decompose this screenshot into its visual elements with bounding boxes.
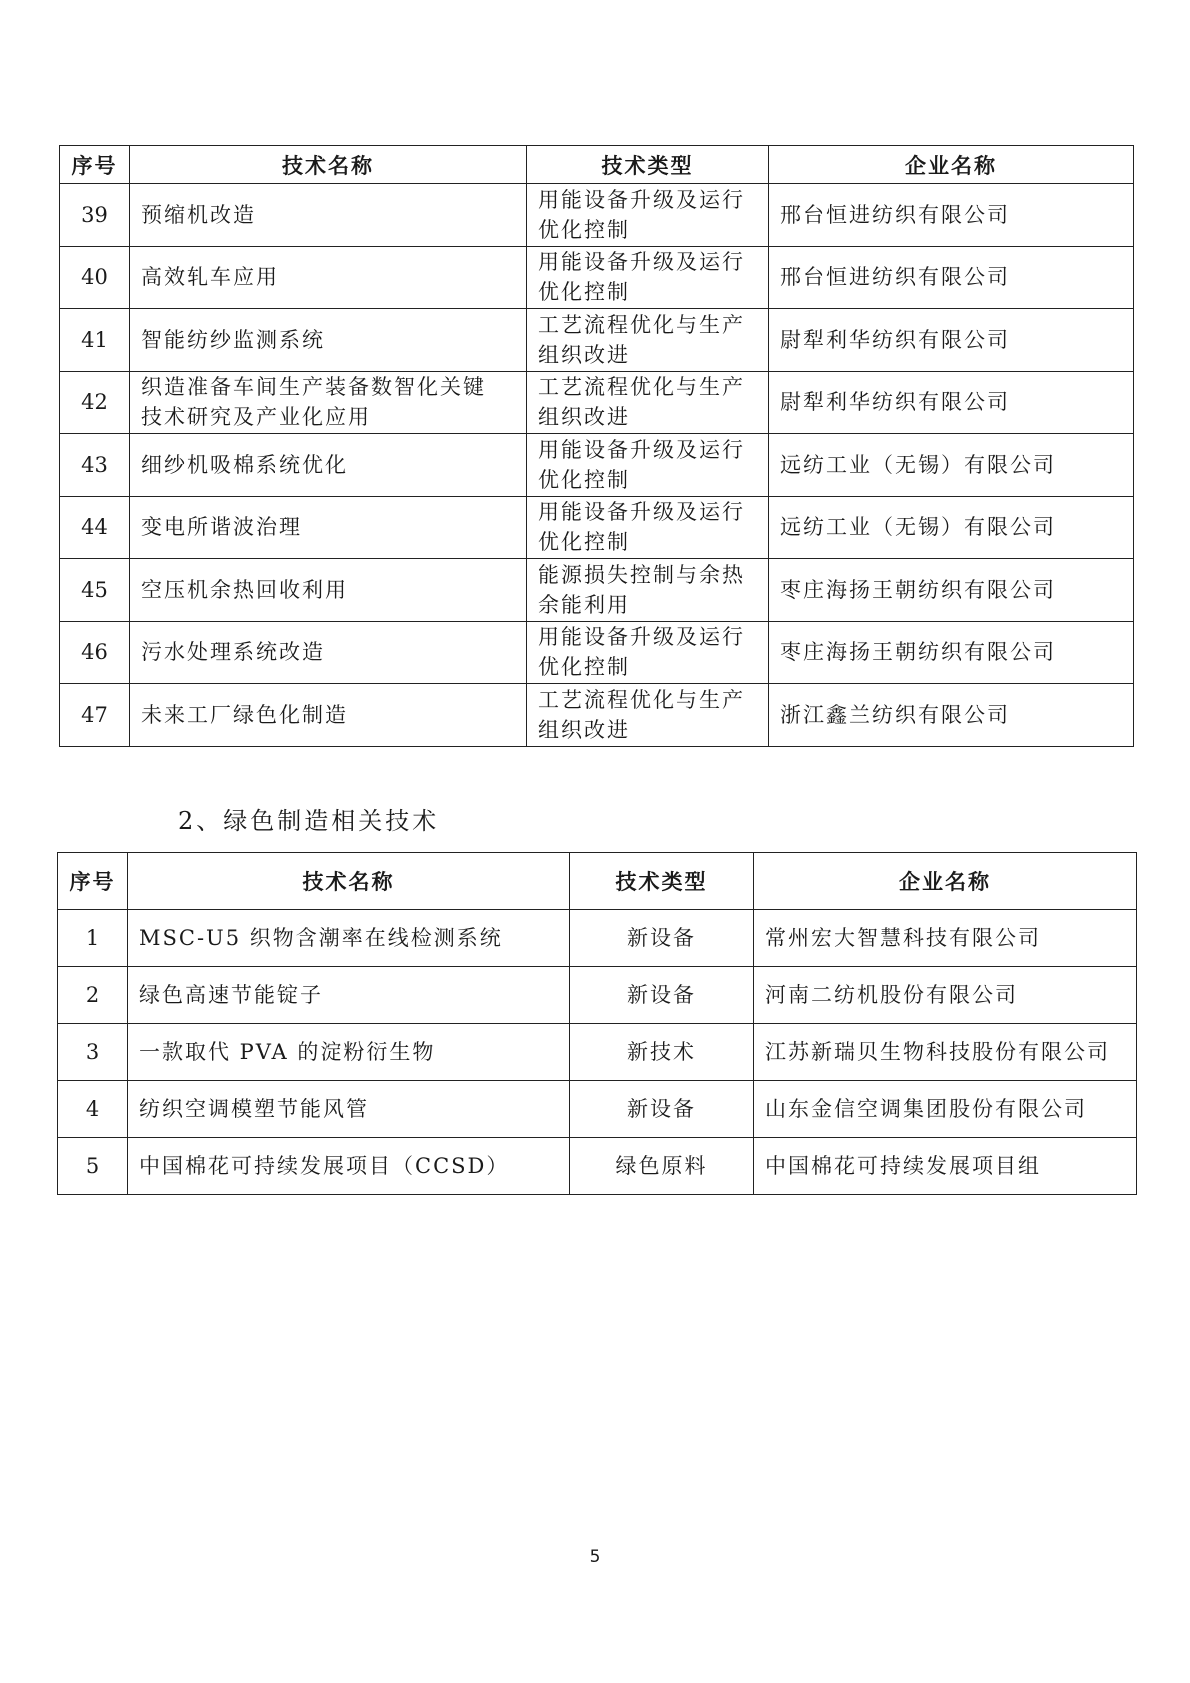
header-index: 序号 [60, 146, 130, 184]
row-index: 39 [60, 184, 130, 247]
cell-line: 用能设备升级及运行 [538, 500, 745, 525]
company-cell: 浙江鑫兰纺织有限公司 [769, 684, 1134, 747]
cell-line: 用能设备升级及运行 [538, 625, 745, 650]
cell-line: 织造准备车间生产装备数智化关键 [141, 375, 486, 400]
table-row [58, 910, 1137, 967]
cell-line: 未来工厂绿色化制造 [141, 702, 348, 727]
tech-type-cell: 新技术 [570, 1024, 754, 1081]
tech-name-cell: 绿色高速节能锭子 [128, 967, 570, 1024]
tech-type-cell [527, 246, 769, 309]
cell-line: 组织改进 [538, 405, 630, 430]
tech-type-cell [527, 184, 769, 247]
company-cell: 远纺工业（无锡）有限公司 [769, 434, 1134, 497]
cell-line: 用能设备升级及运行 [538, 187, 745, 212]
cell-line: 变电所谐波治理 [141, 515, 302, 540]
header-tech-type: 技术类型 [527, 146, 769, 184]
cell-line: 预缩机改造 [141, 202, 256, 227]
company-cell: 常州宏大智慧科技有限公司 [754, 910, 1137, 967]
row-index: 46 [60, 621, 130, 684]
tech-name-cell: 纺织空调模塑节能风管 [128, 1081, 570, 1138]
table-row [58, 1024, 1137, 1081]
table-row [58, 1138, 1137, 1195]
tech-type-cell: 绿色原料 [570, 1138, 754, 1195]
row-index: 41 [60, 309, 130, 372]
cell-line: 用能设备升级及运行 [538, 437, 745, 462]
cell-line: 优化控制 [538, 655, 630, 680]
tech-name-cell: MSC-U5 织物含潮率在线检测系统 [128, 910, 570, 967]
tech-name-cell [130, 184, 527, 247]
tech-type-cell [527, 434, 769, 497]
table-row [60, 621, 1134, 684]
tech-name-cell [130, 246, 527, 309]
table-row [60, 559, 1134, 622]
technology-table-energy [59, 145, 1134, 747]
cell-line: 优化控制 [538, 217, 630, 242]
cell-line: 高效轧车应用 [141, 265, 279, 290]
cell-line: 优化控制 [538, 280, 630, 305]
table-row [60, 246, 1134, 309]
tech-name-cell [130, 496, 527, 559]
cell-line: 工艺流程优化与生产 [538, 312, 745, 337]
row-index: 45 [60, 559, 130, 622]
company-cell: 河南二纺机股份有限公司 [754, 967, 1137, 1024]
tech-type-cell [527, 559, 769, 622]
tech-name-cell: 中国棉花可持续发展项目（CCSD） [128, 1138, 570, 1195]
cell-line: 组织改进 [538, 717, 630, 742]
tech-type-cell: 新设备 [570, 967, 754, 1024]
company-cell: 尉犁利华纺织有限公司 [769, 309, 1134, 372]
company-cell: 邢台恒进纺织有限公司 [769, 246, 1134, 309]
table-row [60, 496, 1134, 559]
cell-line: 智能纺纱监测系统 [141, 327, 325, 352]
cell-line: 余能利用 [538, 592, 630, 617]
tech-type-cell [527, 621, 769, 684]
tech-name-cell [130, 371, 527, 434]
row-index: 40 [60, 246, 130, 309]
table-row [58, 967, 1137, 1024]
row-index: 2 [58, 967, 128, 1024]
header-company: 企业名称 [769, 146, 1134, 184]
cell-line: 技术研究及产业化应用 [141, 405, 371, 430]
row-index: 44 [60, 496, 130, 559]
company-cell: 枣庄海扬王朝纺织有限公司 [769, 621, 1134, 684]
row-index: 5 [58, 1138, 128, 1195]
row-index: 47 [60, 684, 130, 747]
table-row [60, 684, 1134, 747]
table-row [58, 1081, 1137, 1138]
tech-type-cell [527, 684, 769, 747]
tech-type-cell [527, 309, 769, 372]
header-tech-name: 技术名称 [128, 853, 570, 910]
header-tech-name: 技术名称 [130, 146, 527, 184]
cell-line: 组织改进 [538, 342, 630, 367]
table-row [60, 434, 1134, 497]
company-cell: 江苏新瑞贝生物科技股份有限公司 [754, 1024, 1137, 1081]
section-heading: 2、绿色制造相关技术 [178, 807, 440, 835]
row-index: 43 [60, 434, 130, 497]
row-index: 1 [58, 910, 128, 967]
cell-line: 能源损失控制与余热 [538, 562, 745, 587]
tech-name-cell [130, 309, 527, 372]
tech-name-cell: 一款取代 PVA 的淀粉衍生物 [128, 1024, 570, 1081]
tech-type-cell: 新设备 [570, 910, 754, 967]
header-company: 企业名称 [754, 853, 1137, 910]
technology-table-green [57, 852, 1137, 1195]
tech-type-cell [527, 371, 769, 434]
cell-line: 工艺流程优化与生产 [538, 375, 745, 400]
company-cell: 山东金信空调集团股份有限公司 [754, 1081, 1137, 1138]
table-header-row [58, 853, 1137, 910]
cell-line: 污水处理系统改造 [141, 640, 325, 665]
cell-line: 优化控制 [538, 467, 630, 492]
row-index: 4 [58, 1081, 128, 1138]
cell-line: 细纱机吸棉系统优化 [141, 452, 348, 477]
row-index: 3 [58, 1024, 128, 1081]
cell-line: 用能设备升级及运行 [538, 250, 745, 275]
table-header-row [60, 146, 1134, 184]
tech-name-cell [130, 434, 527, 497]
company-cell: 邢台恒进纺织有限公司 [769, 184, 1134, 247]
tech-name-cell [130, 559, 527, 622]
company-cell: 尉犁利华纺织有限公司 [769, 371, 1134, 434]
tech-name-cell [130, 621, 527, 684]
company-cell: 中国棉花可持续发展项目组 [754, 1138, 1137, 1195]
cell-line: 空压机余热回收利用 [141, 577, 348, 602]
header-tech-type: 技术类型 [570, 853, 754, 910]
tech-type-cell [527, 496, 769, 559]
company-cell: 枣庄海扬王朝纺织有限公司 [769, 559, 1134, 622]
header-index: 序号 [58, 853, 128, 910]
table-row [60, 309, 1134, 372]
tech-name-cell [130, 684, 527, 747]
tech-type-cell: 新设备 [570, 1081, 754, 1138]
table-row [60, 371, 1134, 434]
table-row [60, 184, 1134, 247]
cell-line: 优化控制 [538, 530, 630, 555]
cell-line: 工艺流程优化与生产 [538, 687, 745, 712]
company-cell: 远纺工业（无锡）有限公司 [769, 496, 1134, 559]
page-number: 5 [589, 1547, 601, 1567]
row-index: 42 [60, 371, 130, 434]
